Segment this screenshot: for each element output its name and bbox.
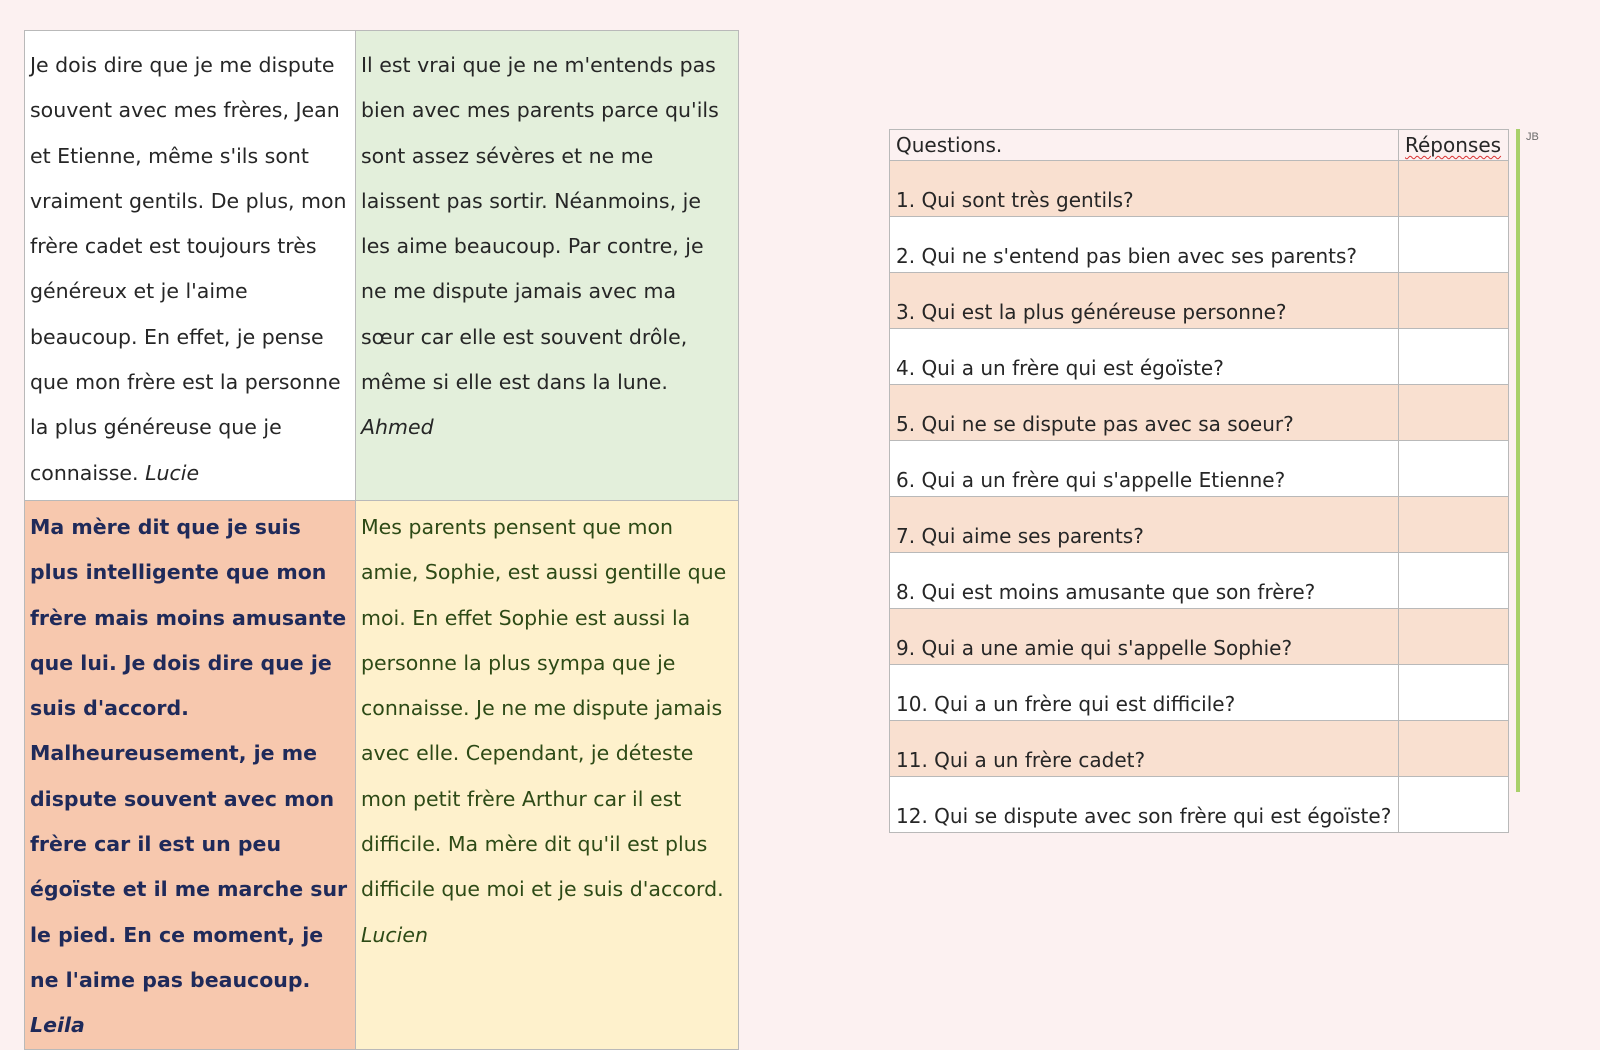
text-body-ahmed: Il est vrai que je ne m'entends pas bien avec mes parents parce qu'ils sont assez sévères et ne me laissent pas sortir. Néanmoins, je les aime beaucoup. Par contre, je ne me dispute jamais avec ma sœur car elle est souvent drôle, même si elle est dans la lune. bbox=[361, 53, 719, 395]
header-answers bbox=[1399, 130, 1509, 161]
question-row bbox=[890, 553, 1509, 609]
question-cell: 3. Qui est la plus généreuse personne? bbox=[890, 273, 1399, 329]
question-cell: 4. Qui a un frère qui est égoïste? bbox=[890, 329, 1399, 385]
questions-table bbox=[889, 129, 1509, 833]
comment-bar[interactable] bbox=[1516, 129, 1520, 792]
question-row bbox=[890, 497, 1509, 553]
question-cell: 1. Qui sont très gentils? bbox=[890, 161, 1399, 217]
answer-cell[interactable] bbox=[1399, 217, 1509, 273]
question-row bbox=[890, 217, 1509, 273]
answer-cell[interactable] bbox=[1399, 609, 1509, 665]
question-row bbox=[890, 385, 1509, 441]
header-answers-label: Réponses bbox=[1405, 133, 1502, 157]
text-cell-lucie bbox=[25, 31, 356, 501]
text-cell-lucien bbox=[356, 501, 739, 1050]
question-row bbox=[890, 777, 1509, 833]
answer-cell[interactable] bbox=[1399, 721, 1509, 777]
author-lucie: Lucie bbox=[145, 460, 200, 485]
text-body-leila: Ma mère dit que je suis plus intelligente que mon frère mais moins amusante que lui. Je dois dire que je suis d'accord. Malheureusement, je me dispute souvent avec mon frère car il est un peu égoïste et il me marche sur le pied. En ce moment, je ne l'aime pas beaucoup. bbox=[30, 515, 348, 992]
answer-cell[interactable] bbox=[1399, 777, 1509, 833]
question-cell: 6. Qui a un frère qui s'appelle Etienne? bbox=[890, 441, 1399, 497]
question-cell: 12. Qui se dispute avec son frère qui est égoïste? bbox=[890, 777, 1399, 833]
question-cell: 5. Qui ne se dispute pas avec sa soeur? bbox=[890, 385, 1399, 441]
question-cell: 10. Qui a un frère qui est difficile? bbox=[890, 665, 1399, 721]
comment-initials[interactable]: JB bbox=[1526, 131, 1539, 143]
answer-cell[interactable] bbox=[1399, 329, 1509, 385]
text-cell-leila bbox=[25, 501, 356, 1050]
question-cell: 2. Qui ne s'entend pas bien avec ses parents? bbox=[890, 217, 1399, 273]
question-cell: 7. Qui aime ses parents? bbox=[890, 497, 1399, 553]
question-cell: 8. Qui est moins amusante que son frère? bbox=[890, 553, 1399, 609]
question-row bbox=[890, 721, 1509, 777]
text-body-lucie: Je dois dire que je me dispute souvent avec mes frères, Jean et Etienne, même s'ils sont vraiment gentils. De plus, mon frère cadet est toujours très généreux et je l'aime beaucoup. En effet, je pense que mon frère est la personne la plus généreuse que je connaisse. bbox=[30, 53, 347, 485]
question-row bbox=[890, 609, 1509, 665]
text-cell-ahmed bbox=[356, 31, 739, 501]
answer-cell[interactable] bbox=[1399, 273, 1509, 329]
question-row bbox=[890, 273, 1509, 329]
question-cell: 9. Qui a une amie qui s'appelle Sophie? bbox=[890, 609, 1399, 665]
answer-cell[interactable] bbox=[1399, 441, 1509, 497]
answer-cell[interactable] bbox=[1399, 161, 1509, 217]
answer-cell[interactable] bbox=[1399, 497, 1509, 553]
author-ahmed: Ahmed bbox=[361, 415, 434, 440]
header-questions: Questions. bbox=[890, 130, 1399, 161]
answer-cell[interactable] bbox=[1399, 385, 1509, 441]
question-row bbox=[890, 329, 1509, 385]
question-cell: 11. Qui a un frère cadet? bbox=[890, 721, 1399, 777]
question-row bbox=[890, 161, 1509, 217]
author-lucien: Lucien bbox=[361, 922, 428, 947]
question-row bbox=[890, 665, 1509, 721]
answer-cell[interactable] bbox=[1399, 665, 1509, 721]
question-row bbox=[890, 441, 1509, 497]
answer-cell[interactable] bbox=[1399, 553, 1509, 609]
author-leila: Leila bbox=[30, 1013, 85, 1038]
text-body-lucien: Mes parents pensent que mon amie, Sophie, est aussi gentille que moi. En effet Sophie est aussi la personne la plus sympa que je connaisse. Je ne me dispute jamais avec elle. Cependant, je déteste mon petit frère Arthur car il est difficile. Ma mère dit qu'il est plus difficile que moi et je suis d'accord. bbox=[361, 515, 727, 902]
reading-texts-grid bbox=[24, 30, 739, 1050]
